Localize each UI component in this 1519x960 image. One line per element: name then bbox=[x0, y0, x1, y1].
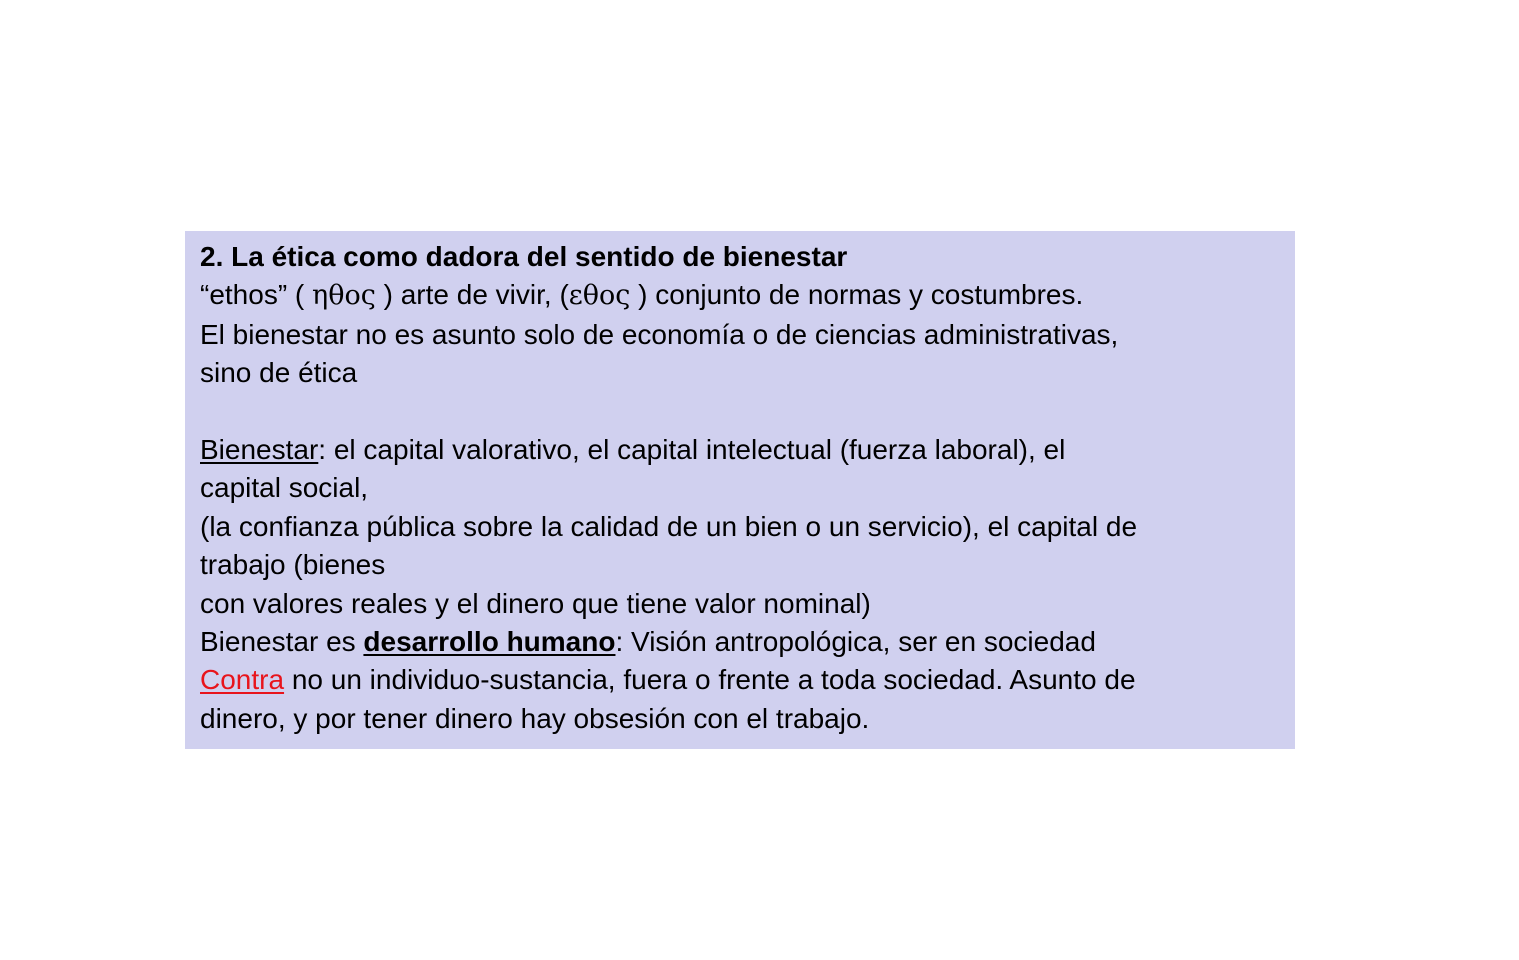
blank-line bbox=[200, 393, 1280, 431]
bienestar-definition-line-5: con valores reales y el dinero que tiene valor nominal) bbox=[200, 587, 871, 619]
paragraph-economy-line-2: sino de ética bbox=[200, 357, 358, 389]
greek-ethos-eta: ηθος bbox=[312, 280, 376, 312]
desarrollo-line bbox=[200, 623, 1280, 661]
ethos-text-3: ) conjunto de normas y costumbres. bbox=[630, 279, 1084, 311]
contra-line-1 bbox=[200, 661, 1280, 699]
paragraph-economy-line-1: El bienestar no es asunto solo de economía o de ciencias administrativas, bbox=[200, 318, 1119, 350]
bienestar-definition-line-2: capital social, bbox=[200, 472, 369, 504]
ethos-text-2: ) arte de vivir, ( bbox=[375, 279, 569, 311]
section-heading: 2. La ética como dadora del sentido de bienestar bbox=[200, 241, 848, 272]
contra-term: Contra bbox=[200, 664, 285, 696]
desarrollo-prefix: Bienestar es bbox=[200, 626, 364, 658]
ethos-text-1: “ethos” ( bbox=[200, 279, 313, 311]
bienestar-line-1-rest: : el capital valorativo, el capital intelectual (fuerza laboral), el bbox=[318, 434, 1066, 466]
bienestar-definition-line-4: trabajo (bienes bbox=[200, 549, 386, 581]
ethos-definition-line bbox=[200, 276, 1280, 315]
bienestar-definition-line-1 bbox=[200, 431, 1280, 469]
bienestar-term: Bienestar bbox=[200, 434, 319, 466]
desarrollo-humano-term: desarrollo humano bbox=[363, 626, 616, 658]
contra-line-2: dinero, y por tener dinero hay obsesión con el trabajo. bbox=[200, 702, 870, 734]
greek-ethos-epsilon: εθος bbox=[568, 280, 631, 312]
content-text-box bbox=[185, 231, 1295, 749]
contra-line-1-rest: no un individuo-sustancia, fuera o frente a toda sociedad. Asunto de bbox=[284, 664, 1136, 696]
desarrollo-rest: : Visión antropológica, ser en sociedad bbox=[615, 626, 1096, 658]
bienestar-definition-line-3: (la confianza pública sobre la calidad de un bien o un servicio), el capital de bbox=[200, 510, 1138, 542]
